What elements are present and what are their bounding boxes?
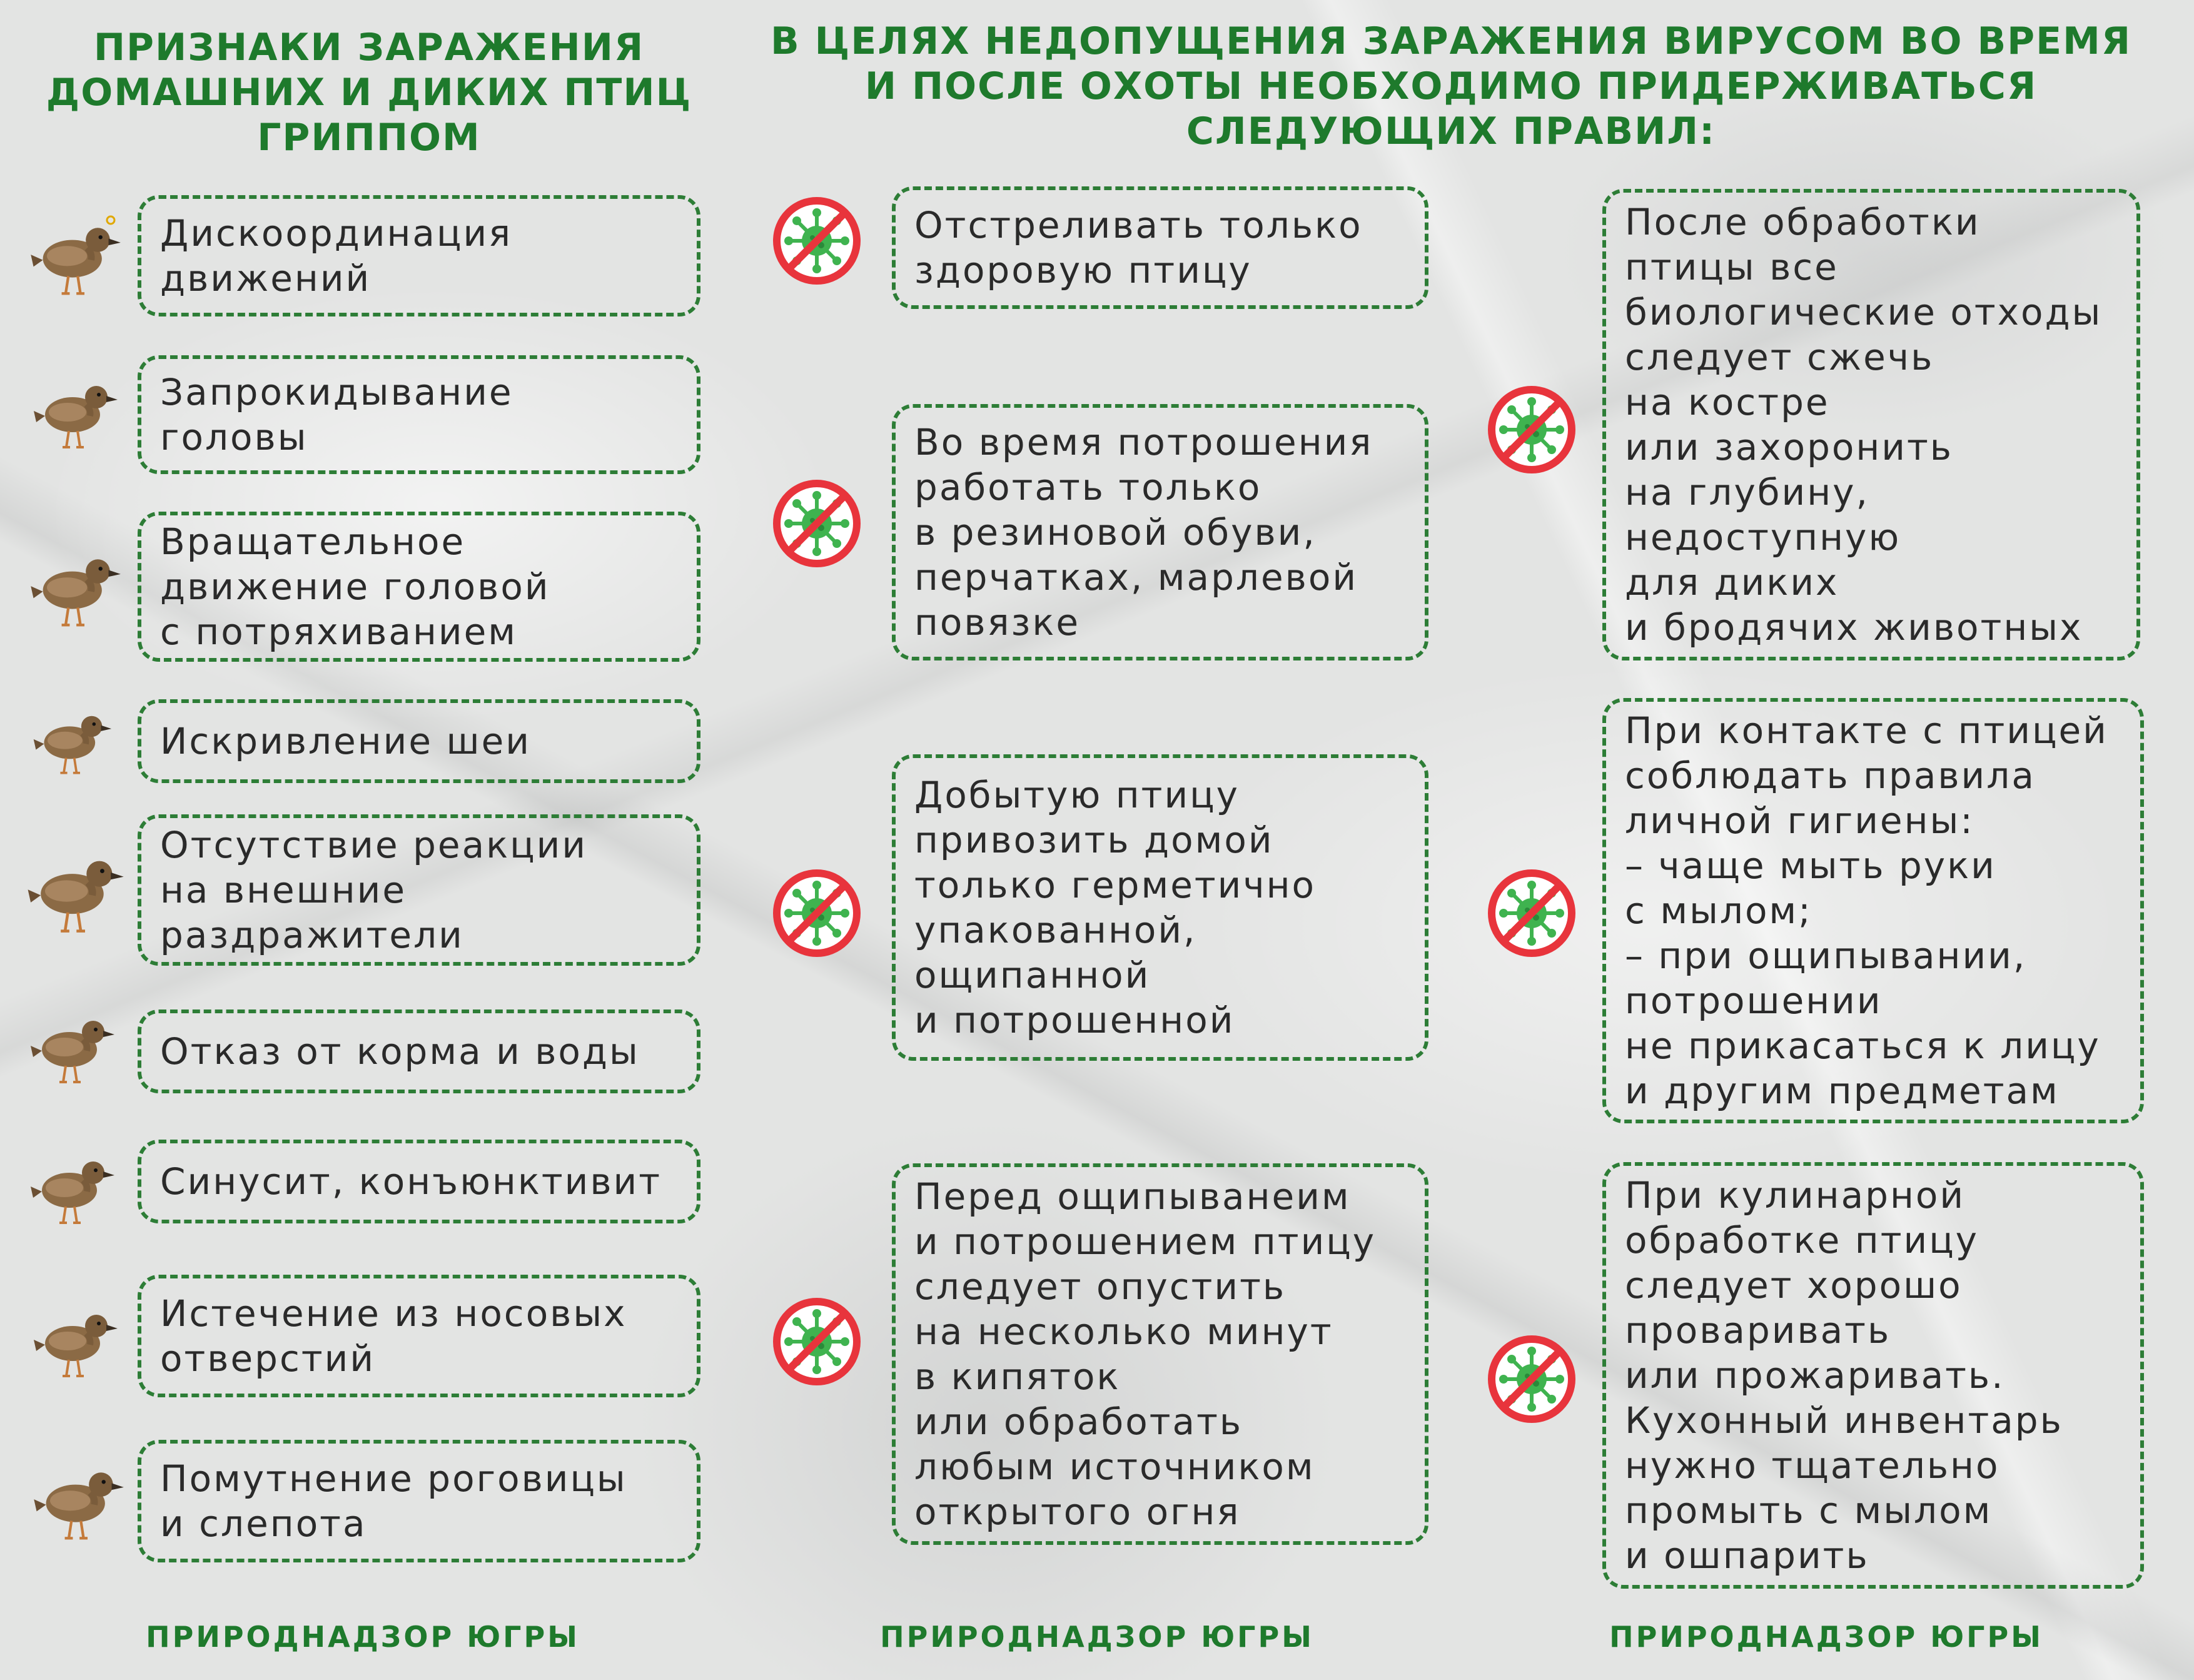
symptom-text: Искривление шеи [160, 720, 531, 762]
symptom-text: Отсутствие реакции на внешние раздражители [160, 824, 588, 956]
rule-text: Добытую птицу привозить домой только герметично упакованной, ощипанной и потрошенной [914, 774, 1317, 1041]
rule-item [1602, 698, 2144, 1123]
symptom-text: Вращательное движение головой с потряхиванием [160, 520, 550, 653]
rule-item [1602, 189, 2140, 660]
no-virus-icon [1485, 866, 1579, 960]
sandpiper-icon [25, 697, 119, 779]
no-virus-icon [770, 194, 864, 288]
left-title: ПРИЗНАКИ ЗАРАЖЕНИЯ ДОМАШНИХ И ДИКИХ ПТИЦ ГРИППОМ [46, 26, 692, 159]
goose-icon [25, 826, 125, 951]
symptom-item [138, 814, 700, 966]
symptom-item [138, 1275, 700, 1397]
symptom-item [138, 512, 700, 662]
dizzy-duck-icon [28, 206, 122, 300]
rule-item [892, 404, 1428, 660]
symptom-item [138, 1440, 700, 1562]
footer-label: ПРИРОДНАДЗОР ЮГРЫ [146, 1620, 580, 1654]
no-virus-icon [1485, 1332, 1579, 1426]
rule-item [892, 1163, 1428, 1545]
rule-text: При кулинарной обработке птицу следует хорошо проваривать или прожаривать. Кухонный инвентарь нужно тщательно промыть с мылом и ошпарить [1625, 1174, 2063, 1577]
right-title: В ЦЕЛЯХ НЕДОПУЩЕНИЯ ЗАРАЖЕНИЯ ВИРУСОМ ВО ВРЕМЯ И ПОСЛЕ ОХОТЫ НЕОБХОДИМО ПРИДЕРЖИВАТЬСЯ СЛЕДУЮЩИХ ПРАВИЛ: [770, 19, 2132, 153]
rule-text: При контакте с птицей соблюдать правила личной гигиены: – чаще мыть руки с мылом; – при ощипывании, потрошении не прикасаться к лицу и другим предметам [1625, 709, 2108, 1112]
rule-item [892, 754, 1428, 1061]
footer-label: ПРИРОДНАДЗОР ЮГРЫ [880, 1620, 1314, 1654]
symptom-text: Дискоординация движений [160, 212, 513, 300]
rule-text: Перед ощипыванеим и потрошением птицу следует опустить на несколько минут в кипяток или обработать любым источником открытого огня [914, 1175, 1377, 1533]
symptom-item [138, 1010, 700, 1093]
curlew-icon [25, 1001, 119, 1088]
capercaillie-icon [31, 1295, 119, 1382]
lapwing-icon [31, 1451, 125, 1545]
symptom-item [138, 195, 700, 316]
symptom-text: Отказ от корма и воды [160, 1030, 640, 1073]
rule-text: Отстреливать только здоровую птицу [914, 204, 1363, 291]
snipe-icon [25, 1141, 119, 1229]
symptom-item [138, 699, 700, 783]
rule-text: После обработки птицы все биологические отходы следует сжечь на костре или захоронить на глубину, недоступную для диких и бродячих животных [1625, 201, 2103, 649]
rule-item [1602, 1162, 2144, 1589]
symptom-text: Синусит, конъюнктивит [160, 1160, 662, 1203]
symptom-text: Запрокидывание головы [160, 371, 513, 458]
symptom-item [138, 1140, 700, 1223]
footer-label: ПРИРОДНАДЗОР ЮГРЫ [1609, 1620, 2043, 1654]
partridge-icon [28, 538, 122, 632]
symptom-text: Истечение из носовых отверстий [160, 1292, 627, 1380]
symptom-item [138, 355, 700, 474]
no-virus-icon [1485, 383, 1579, 477]
quail-icon [31, 366, 119, 453]
no-virus-icon [770, 866, 864, 960]
rule-text: Во время потрошения работать только в резиновой обуви, перчатках, марлевой повязке [914, 421, 1373, 644]
symptom-text: Помутнение роговицы и слепота [160, 1457, 627, 1545]
rule-item [892, 186, 1428, 309]
no-virus-icon [770, 477, 864, 570]
no-virus-icon [770, 1295, 864, 1389]
